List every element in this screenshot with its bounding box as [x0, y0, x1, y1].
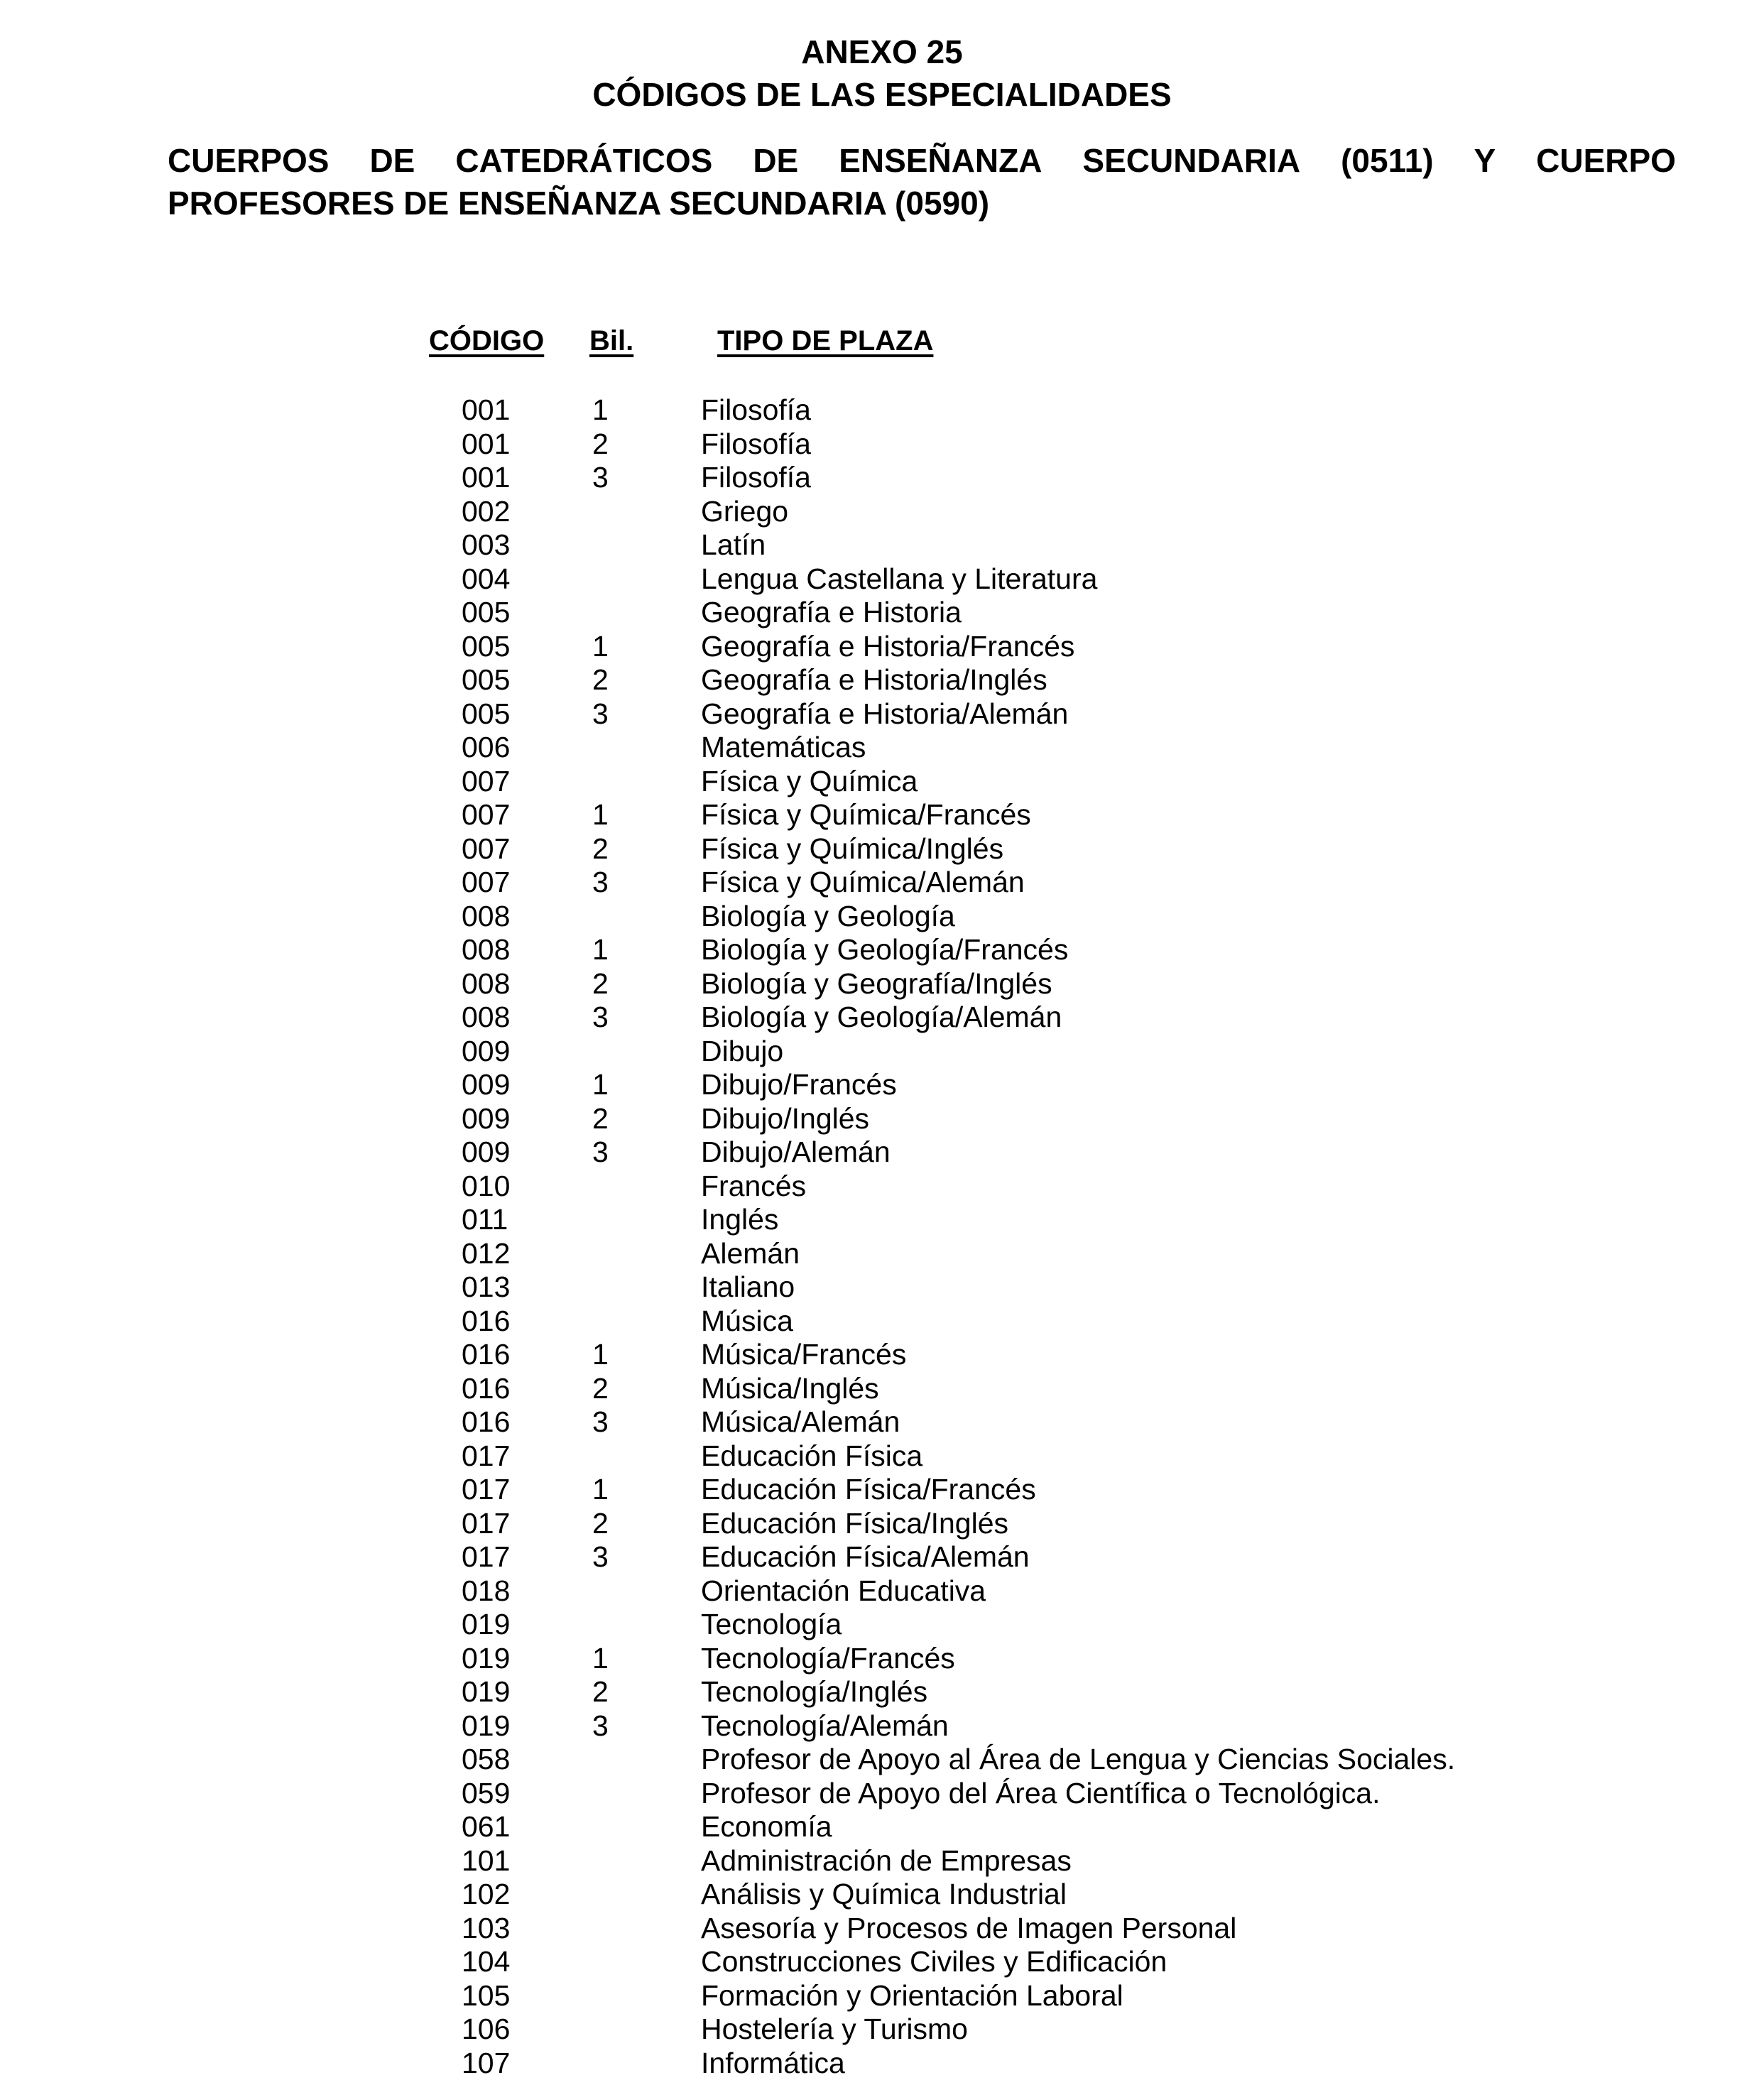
heading-word: DE — [369, 142, 415, 179]
cell-code: 105 — [462, 1978, 511, 2012]
table-row — [0, 731, 1764, 765]
cell-type: Música/Alemán — [701, 1405, 900, 1438]
annex-subtitle: CÓDIGOS DE LAS ESPECIALIDADES — [592, 76, 1172, 113]
cell-type: Biología y Geología — [701, 899, 955, 932]
cell-type: Economía — [701, 1810, 832, 1843]
cell-code: 013 — [462, 1270, 511, 1303]
cell-type: Tecnología/Inglés — [701, 1675, 928, 1708]
table-row — [0, 1237, 1764, 1271]
cell-type: Música — [701, 1304, 793, 1337]
cell-code: 004 — [462, 562, 511, 595]
cell-type: Dibujo — [701, 1034, 784, 1067]
cell-code: 008 — [462, 899, 511, 932]
cell-type: Tecnología/Francés — [701, 1641, 955, 1675]
cell-type: Biología y Geología/Francés — [701, 933, 1069, 966]
cell-bil: 2 — [592, 832, 609, 865]
cell-type: Física y Química/Alemán — [701, 866, 1025, 898]
cell-code: 009 — [462, 1034, 511, 1067]
cell-code: 058 — [462, 1743, 511, 1775]
table-row — [0, 2047, 1764, 2081]
cell-type: Construcciones Civiles y Edificación — [701, 1945, 1167, 1978]
cell-code: 008 — [462, 933, 511, 966]
cell-code: 016 — [462, 1338, 511, 1371]
cell-type: Educación Física/Alemán — [701, 1540, 1030, 1573]
table-row — [0, 1574, 1764, 1608]
cell-code: 005 — [462, 663, 511, 696]
table-row — [0, 562, 1764, 597]
table-row — [0, 1372, 1764, 1406]
annex-title: ANEXO 25 — [801, 33, 963, 70]
corps-heading — [168, 139, 1676, 224]
heading-word: Y — [1474, 142, 1496, 179]
cell-code: 007 — [462, 764, 511, 797]
table-row — [0, 1878, 1764, 1912]
cell-code: 019 — [462, 1608, 511, 1640]
column-header-code: CÓDIGO — [429, 325, 545, 356]
table-row — [0, 1945, 1764, 1979]
heading-word: DE — [753, 142, 799, 179]
cell-type: Informática — [701, 2046, 845, 2079]
cell-type: Análisis y Química Industrial — [701, 1878, 1067, 1910]
table-row — [0, 1001, 1764, 1035]
heading-word: CUERPO — [1536, 142, 1676, 179]
cell-bil: 1 — [592, 393, 609, 426]
cell-code: 017 — [462, 1473, 511, 1506]
table-row — [0, 461, 1764, 495]
cell-type: Filosofía — [701, 427, 811, 460]
cell-code: 005 — [462, 697, 511, 730]
cell-type: Alemán — [701, 1236, 800, 1270]
table-row — [0, 1912, 1764, 1946]
cell-bil: 3 — [592, 1136, 609, 1168]
cell-code: 059 — [462, 1776, 511, 1809]
cell-bil: 3 — [592, 1540, 609, 1573]
table-row — [0, 1136, 1764, 1170]
cell-type: Griego — [701, 494, 789, 528]
table-row — [0, 866, 1764, 900]
cell-type: Educación Física — [701, 1439, 923, 1472]
table-row — [0, 1203, 1764, 1237]
cell-bil: 2 — [592, 1506, 609, 1540]
cell-type: Biología y Geología/Alemán — [701, 1001, 1062, 1033]
cell-bil: 3 — [592, 697, 609, 730]
cell-type: Administración de Empresas — [701, 1844, 1072, 1877]
cell-code: 017 — [462, 1439, 511, 1472]
table-row — [0, 1170, 1764, 1204]
cell-type: Geografía e Historia/Inglés — [701, 663, 1047, 696]
cell-type: Italiano — [701, 1270, 795, 1303]
cell-bil: 1 — [592, 1473, 609, 1506]
cell-type: Matemáticas — [701, 731, 866, 763]
cell-code: 007 — [462, 798, 511, 831]
cell-code: 003 — [462, 528, 511, 561]
cell-bil: 3 — [592, 866, 609, 898]
cell-type: Filosofía — [701, 461, 811, 494]
table-row — [0, 630, 1764, 664]
table-row — [0, 1810, 1764, 1844]
column-header-type: TIPO DE PLAZA — [717, 325, 934, 356]
cell-type: Dibujo/Francés — [701, 1068, 897, 1101]
table-row — [0, 933, 1764, 967]
table-row — [0, 1979, 1764, 2013]
cell-code: 009 — [462, 1101, 511, 1135]
cell-bil: 1 — [592, 1641, 609, 1675]
table-row — [0, 528, 1764, 562]
column-header-bil: Bil. — [589, 325, 634, 356]
table-row — [0, 1338, 1764, 1372]
table-row — [0, 1035, 1764, 1069]
cell-code: 007 — [462, 866, 511, 898]
cell-bil: 3 — [592, 1709, 609, 1742]
cell-code: 001 — [462, 461, 511, 494]
table-row — [0, 967, 1764, 1001]
table-row — [0, 663, 1764, 697]
cell-type: Geografía e Historia — [701, 596, 962, 628]
cell-bil: 1 — [592, 798, 609, 831]
cell-type: Física y Química — [701, 764, 918, 797]
cell-bil: 2 — [592, 427, 609, 460]
table-row — [0, 1675, 1764, 1709]
table-row — [0, 798, 1764, 832]
cell-bil: 2 — [592, 1675, 609, 1708]
table-row — [0, 428, 1764, 462]
cell-bil: 3 — [592, 1405, 609, 1438]
cell-code: 061 — [462, 1810, 511, 1843]
cell-code: 007 — [462, 832, 511, 865]
cell-bil: 2 — [592, 1371, 609, 1405]
table-row — [0, 697, 1764, 731]
cell-code: 016 — [462, 1405, 511, 1438]
cell-type: Tecnología/Alemán — [701, 1709, 949, 1742]
cell-bil: 2 — [592, 1101, 609, 1135]
cell-type: Lengua Castellana y Literatura — [701, 562, 1098, 595]
cell-code: 009 — [462, 1136, 511, 1168]
table-row — [0, 1540, 1764, 1574]
table-row — [0, 900, 1764, 934]
cell-type: Profesor de Apoyo del Área Científica o Tecnológica. — [701, 1776, 1381, 1809]
cell-code: 008 — [462, 1001, 511, 1033]
cell-type: Dibujo/Alemán — [701, 1136, 891, 1168]
cell-type: Formación y Orientación Laboral — [701, 1978, 1123, 2012]
cell-code: 016 — [462, 1304, 511, 1337]
cell-type: Educación Física/Francés — [701, 1473, 1036, 1506]
cell-code: 016 — [462, 1371, 511, 1405]
table-row — [0, 765, 1764, 799]
cell-type: Tecnología — [701, 1608, 842, 1640]
cell-type: Filosofía — [701, 393, 811, 426]
cell-type: Geografía e Historia/Alemán — [701, 697, 1069, 730]
cell-code: 006 — [462, 731, 511, 763]
cell-code: 001 — [462, 393, 511, 426]
table-row — [0, 1473, 1764, 1507]
table-row — [0, 1743, 1764, 1777]
cell-code: 017 — [462, 1540, 511, 1573]
table-row — [0, 1305, 1764, 1339]
cell-code: 019 — [462, 1675, 511, 1708]
cell-code: 010 — [462, 1169, 511, 1202]
cell-code: 104 — [462, 1945, 511, 1978]
table-row — [0, 1068, 1764, 1102]
table-row — [0, 832, 1764, 866]
cell-bil: 2 — [592, 663, 609, 696]
specialties-table — [0, 393, 1764, 2080]
cell-code: 019 — [462, 1709, 511, 1742]
table-row — [0, 596, 1764, 630]
table-row — [0, 1642, 1764, 1676]
cell-type: Física y Química/Inglés — [701, 832, 1004, 865]
cell-code: 018 — [462, 1574, 511, 1607]
cell-code: 012 — [462, 1236, 511, 1270]
cell-code: 017 — [462, 1506, 511, 1540]
cell-code: 019 — [462, 1641, 511, 1675]
cell-code: 101 — [462, 1844, 511, 1877]
table-row — [0, 1777, 1764, 1811]
table-row — [0, 1844, 1764, 1878]
cell-type: Asesoría y Procesos de Imagen Personal — [701, 1911, 1237, 1944]
cell-code: 001 — [462, 427, 511, 460]
cell-type: Geografía e Historia/Francés — [701, 629, 1075, 663]
table-row — [0, 2013, 1764, 2047]
cell-code: 011 — [462, 1203, 508, 1236]
heading-word: CUERPOS — [168, 142, 330, 179]
cell-type: Música/Francés — [701, 1338, 907, 1371]
cell-type: Francés — [701, 1169, 807, 1202]
cell-bil: 1 — [592, 1068, 609, 1101]
cell-code: 107 — [462, 2046, 511, 2079]
table-row — [0, 1608, 1764, 1642]
cell-code: 009 — [462, 1068, 511, 1101]
cell-bil: 1 — [592, 629, 609, 663]
cell-code: 103 — [462, 1911, 511, 1944]
cell-type: Educación Física/Inglés — [701, 1506, 1009, 1540]
cell-type: Hostelería y Turismo — [701, 2013, 968, 2045]
table-row — [0, 1102, 1764, 1136]
corps-heading-line2: PROFESORES DE ENSEÑANZA SECUNDARIA (0590) — [168, 185, 990, 222]
cell-type: Latín — [701, 528, 766, 561]
cell-code: 008 — [462, 967, 511, 1000]
cell-code: 005 — [462, 629, 511, 663]
cell-type: Profesor de Apoyo al Área de Lengua y Ciencias Sociales. — [701, 1743, 1456, 1775]
heading-word: CATEDRÁTICOS — [455, 142, 713, 179]
table-row — [0, 393, 1764, 428]
cell-bil: 1 — [592, 1338, 609, 1371]
cell-code: 005 — [462, 596, 511, 628]
cell-type: Inglés — [701, 1203, 779, 1236]
table-row — [0, 1270, 1764, 1305]
cell-type: Música/Inglés — [701, 1371, 879, 1405]
heading-word: (0511) — [1341, 142, 1434, 179]
cell-code: 102 — [462, 1878, 511, 1910]
cell-bil: 1 — [592, 933, 609, 966]
cell-code: 002 — [462, 494, 511, 528]
table-row — [0, 1405, 1764, 1439]
cell-type: Orientación Educativa — [701, 1574, 986, 1607]
cell-type: Dibujo/Inglés — [701, 1101, 870, 1135]
table-row — [0, 1709, 1764, 1743]
corps-heading-line1 — [168, 139, 1676, 182]
heading-word: SECUNDARIA — [1082, 142, 1301, 179]
cell-code: 106 — [462, 2013, 511, 2045]
cell-bil: 2 — [592, 967, 609, 1000]
table-row — [0, 1507, 1764, 1541]
table-row — [0, 1439, 1764, 1474]
cell-bil: 3 — [592, 1001, 609, 1033]
heading-word: ENSEÑANZA — [839, 142, 1042, 179]
cell-bil: 3 — [592, 461, 609, 494]
table-row — [0, 495, 1764, 529]
cell-type: Física y Química/Francés — [701, 798, 1031, 831]
cell-type: Biología y Geografía/Inglés — [701, 967, 1052, 1000]
